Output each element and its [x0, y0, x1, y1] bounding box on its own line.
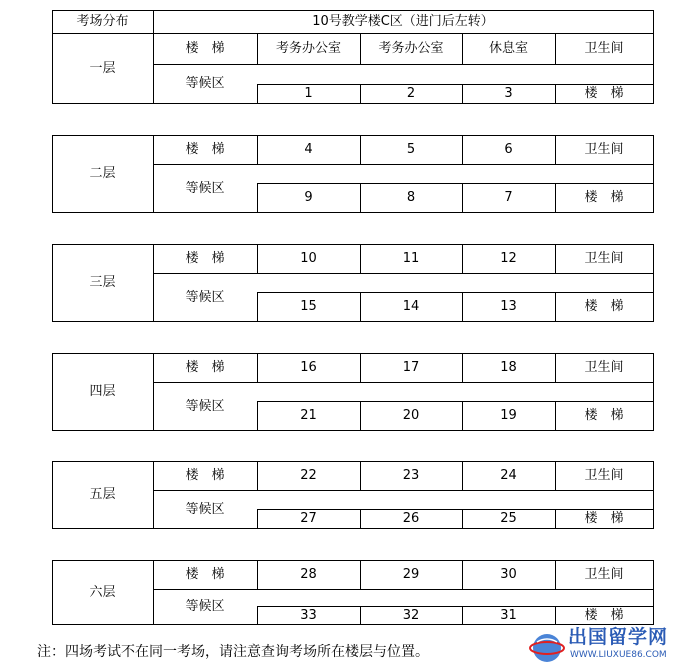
floor-top-room-b: 29	[402, 567, 420, 582]
floor-bottom-cell: 21	[300, 408, 317, 423]
floor-bottom-cell: 楼 梯	[584, 86, 624, 101]
table-rule	[52, 212, 654, 213]
waiting-area: 等候区	[185, 398, 225, 414]
table-rule	[52, 624, 654, 625]
floor-top-end: 卫生间	[584, 142, 624, 157]
table-rule	[653, 244, 654, 322]
floor-top-stairs: 楼 梯	[185, 41, 225, 56]
header-distribution-label: 考场分布	[76, 14, 129, 29]
watermark-text: 出国留学网	[568, 626, 669, 648]
watermark-url: WWW.LIUXUE86.COM	[570, 650, 667, 660]
table-rule	[653, 353, 654, 431]
floor-bottom-cell: 32	[402, 607, 420, 623]
floor-top-room-b: 11	[402, 251, 420, 266]
floor-top-stairs: 楼 梯	[185, 468, 225, 483]
waiting-area: 等候区	[185, 599, 225, 614]
floor-bottom-cell: 楼 梯	[584, 607, 624, 623]
floor-top-stairs: 楼 梯	[185, 360, 225, 375]
floor-label: 三层	[89, 275, 116, 290]
floor-bottom-cell: 楼 梯	[584, 299, 624, 314]
floor-top-room-a: 28	[300, 567, 317, 582]
floor-top-room-b: 5	[406, 142, 416, 157]
globe-logo-icon	[528, 628, 568, 668]
floor-bottom-cell: 33	[300, 607, 317, 623]
floor-bottom-cell: 13	[500, 299, 517, 314]
floor-bottom-cell: 9	[304, 190, 313, 205]
floor-top-room-a: 10	[300, 251, 317, 266]
floor-top-room-c: 休息室	[488, 41, 528, 56]
floor-label: 一层	[89, 60, 116, 76]
floor-top-end: 卫生间	[584, 41, 624, 56]
floor-label: 二层	[89, 166, 116, 181]
floor-label: 六层	[89, 584, 116, 600]
floor-bottom-cell: 31	[500, 607, 517, 623]
floor-top-room-b: 17	[402, 360, 420, 375]
waiting-area: 等候区	[185, 289, 225, 305]
table-rule	[52, 430, 654, 431]
table-rule	[52, 103, 654, 104]
floor-top-end: 卫生间	[584, 567, 624, 582]
header-building-title: 10号教学楼C区（进门后左转）	[312, 14, 494, 29]
floor-top-room-c: 30	[500, 567, 517, 582]
floor-label: 五层	[89, 487, 116, 502]
floor-bottom-cell: 楼 梯	[584, 511, 624, 526]
floor-bottom-cell: 7	[504, 190, 513, 205]
floor-bottom-cell: 14	[402, 299, 420, 314]
site-watermark	[528, 626, 699, 669]
floor-bottom-cell: 27	[300, 511, 317, 526]
floor-top-room-c: 24	[500, 468, 517, 483]
floor-bottom-cell: 楼 梯	[584, 190, 624, 205]
table-rule	[653, 461, 654, 529]
waiting-area: 等候区	[185, 76, 225, 91]
footnote: 注：四场考试不在同一考场，请注意查询考场所在楼层与位置。	[37, 644, 429, 660]
table-rule	[653, 33, 654, 104]
floor-bottom-cell: 15	[300, 299, 317, 314]
waiting-area: 等候区	[185, 180, 225, 196]
floor-bottom-cell: 8	[406, 190, 416, 205]
floor-top-room-a: 22	[300, 468, 317, 483]
floor-top-room-c: 6	[504, 142, 513, 157]
floor-top-room-c: 12	[500, 251, 517, 266]
floor-top-room-a: 考务办公室	[275, 41, 341, 56]
waiting-area: 等候区	[185, 501, 225, 517]
floor-top-room-c: 18	[500, 360, 517, 375]
floor-top-room-b: 23	[402, 468, 420, 483]
floor-label: 四层	[89, 384, 116, 399]
table-rule	[653, 560, 654, 625]
floor-bottom-cell: 19	[500, 408, 517, 423]
table-rule	[653, 10, 654, 34]
table-rule	[653, 135, 654, 213]
floor-top-room-b: 考务办公室	[378, 41, 444, 56]
table-rule	[52, 528, 654, 529]
floor-bottom-cell: 26	[402, 511, 420, 526]
floor-top-room-a: 4	[304, 142, 313, 157]
floor-top-stairs: 楼 梯	[185, 251, 225, 266]
floor-bottom-cell: 20	[402, 408, 420, 423]
floor-top-room-a: 16	[300, 360, 317, 375]
floor-top-end: 卫生间	[584, 251, 624, 266]
floor-bottom-cell: 3	[504, 86, 513, 101]
floor-bottom-cell: 1	[304, 86, 313, 101]
floor-top-stairs: 楼 梯	[185, 142, 225, 157]
floor-top-end: 卫生间	[584, 468, 624, 483]
floor-top-stairs: 楼 梯	[185, 567, 225, 582]
floor-bottom-cell: 2	[406, 86, 416, 101]
table-rule	[52, 321, 654, 322]
floor-bottom-cell: 楼 梯	[584, 408, 624, 423]
floor-bottom-cell: 25	[500, 511, 517, 526]
floor-top-end: 卫生间	[584, 360, 624, 375]
